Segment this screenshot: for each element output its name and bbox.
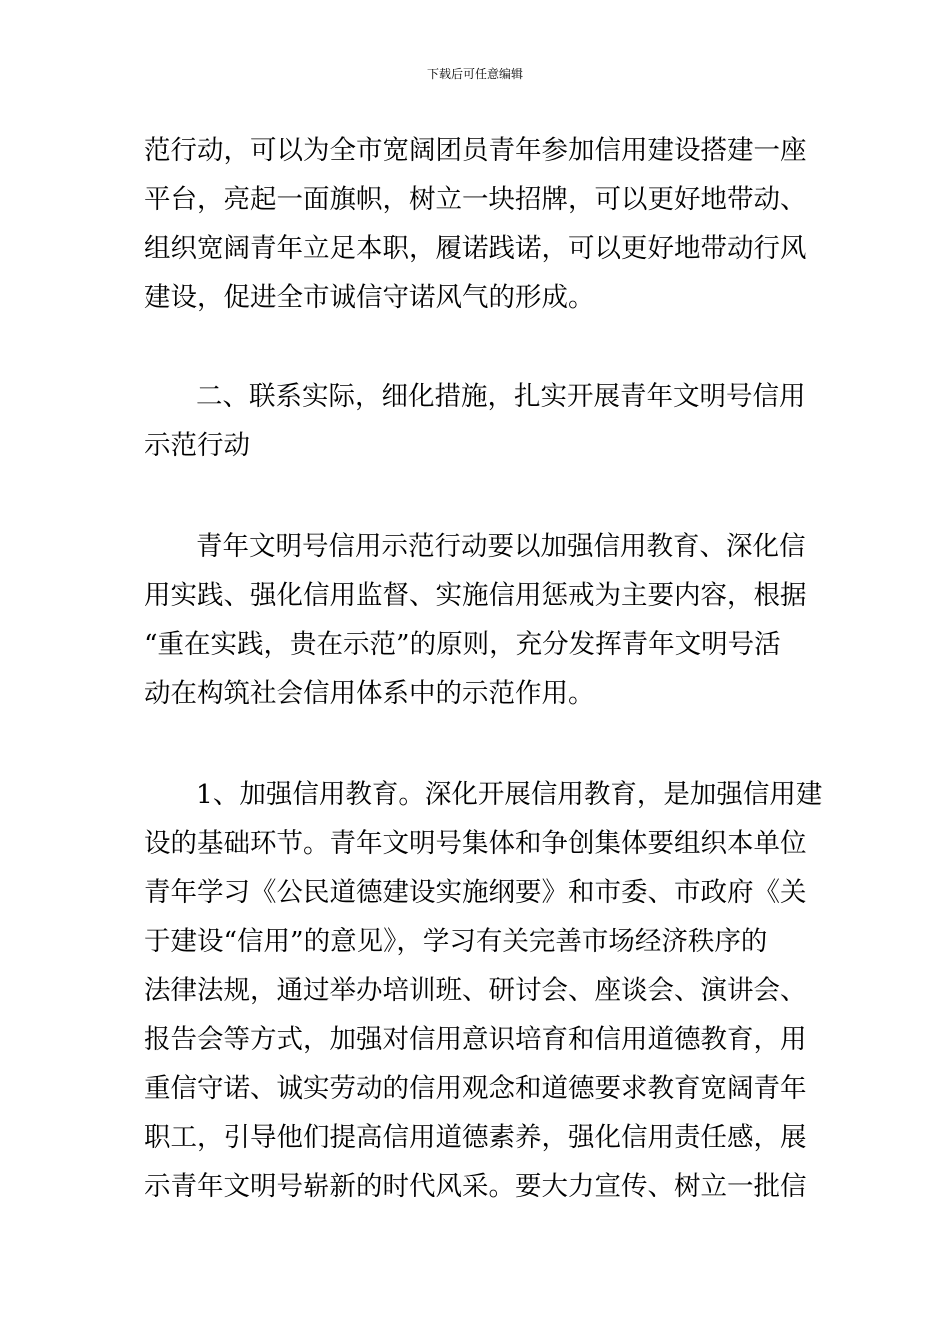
body-line: 于建设“信用”的意见》，学习有关完善市场经济秩序的	[144, 926, 768, 957]
body-line: 组织宽阔青年立足本职，履诺践诺，可以更好地带动行风	[144, 233, 807, 264]
body-line: 职工，引导他们提高信用道德素养，强化信用责任感，展	[144, 1122, 807, 1153]
body-line: 用实践、强化信用监督、实施信用惩戒为主要内容，根据	[144, 580, 807, 611]
body-line: 法律法规，通过举办培训班、研讨会、座谈会、演讲会、	[144, 975, 807, 1006]
body-line: 设的基础环节。青年文明号集体和争创集体要组织本单位	[144, 828, 807, 859]
body-line: 报告会等方式，加强对信用意识培育和信用道德教育，用	[144, 1024, 807, 1055]
section-heading: 示范行动	[144, 430, 250, 461]
page-header: 下载后可任意编辑	[426, 67, 523, 81]
section-heading: 二、联系实际，细化措施，扎实开展青年文明号信用	[196, 381, 806, 412]
body-line: 动在构筑社会信用体系中的示范作用。	[144, 678, 595, 709]
body-line: 青年学习《公民道德建设实施纲要》和市委、市政府《关	[144, 877, 807, 908]
body-line: 青年文明号信用示范行动要以加强信用教育、深化信	[196, 531, 806, 562]
body-line: “重在实践，贵在示范”的原则，充分发挥青年文明号活	[144, 629, 781, 660]
body-line: 建设，促进全市诚信守诺风气的形成。	[144, 282, 595, 313]
body-line: 范行动，可以为全市宽阔团员青年参加信用建设搭建一座	[144, 135, 807, 166]
body-line: 1、加强信用教育。深化开展信用教育，是加强信用建	[196, 779, 823, 810]
body-line: 重信守诺、诚实劳动的信用观念和道德要求教育宽阔青年	[144, 1073, 807, 1104]
body-line: 平台，亮起一面旗帜，树立一块招牌，可以更好地带动、	[144, 184, 807, 215]
body-line: 示青年文明号崭新的时代风采。要大力宣传、树立一批信	[144, 1171, 807, 1202]
